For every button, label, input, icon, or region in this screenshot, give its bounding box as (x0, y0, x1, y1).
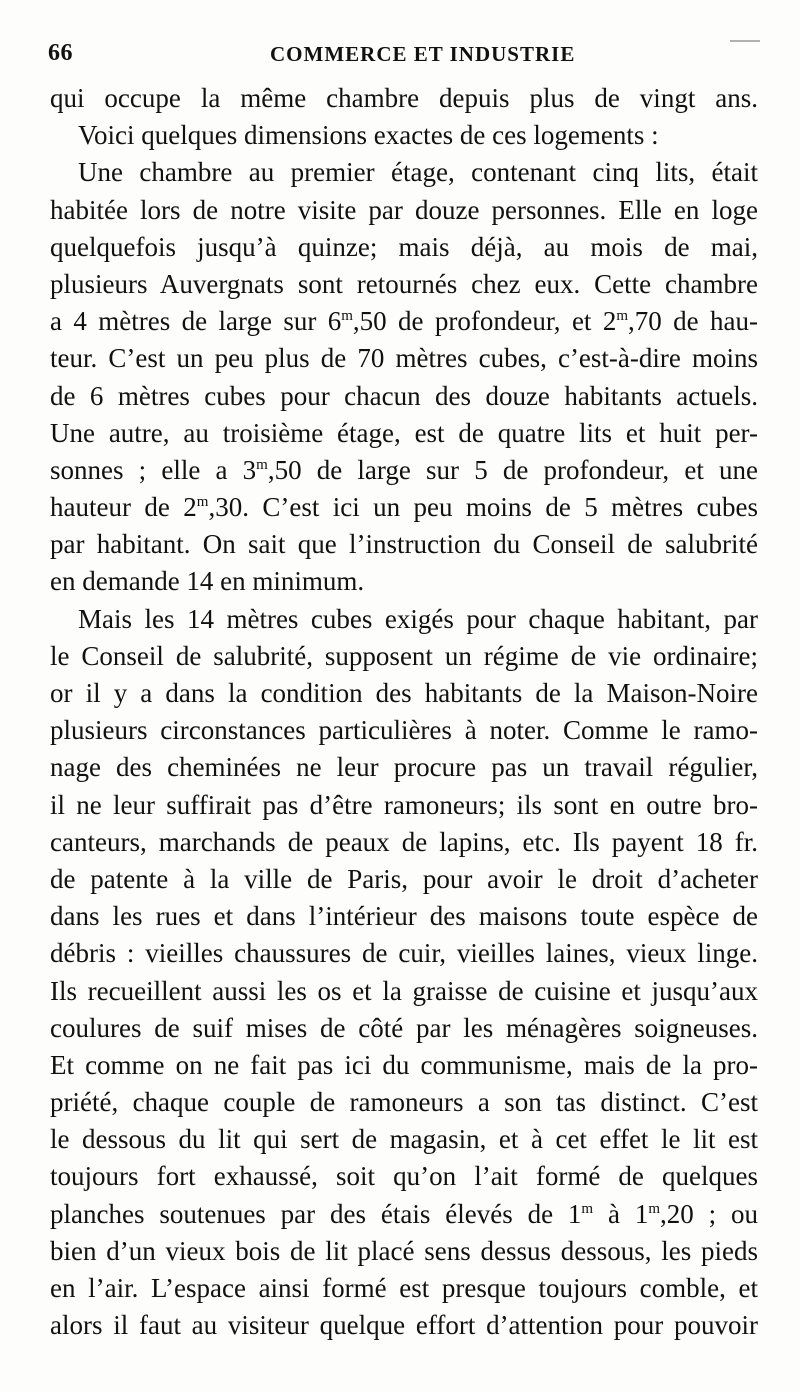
text-line: sonnes ; elle a 3$^m$,50 de large sur 5 de profondeur, et une (50, 454, 758, 485)
page-header (48, 40, 760, 70)
text-line: de 6 mètres cubes pour chacun des douze habitants actuels. (50, 380, 758, 411)
text-line: bien d’un vieux bois de lit placé sens dessus dessous, les pieds (50, 1235, 758, 1266)
text-line: Ils recueillent aussi les os et la graisse de cuisine et jusqu’aux (50, 975, 758, 1006)
text-line: en l’air. L’espace ainsi formé est presque toujours comble, et (50, 1273, 758, 1303)
text-line: dans les rues et dans l’intérieur des maisons toute espèce de (50, 901, 758, 932)
text-line: Une autre, au troisième étage, est de quatre lits et huit per- (50, 417, 758, 448)
text-line: le dessous du lit qui sert de magasin, et à cet effet le lit est (50, 1124, 758, 1155)
text-line: qui occupe la même chambre depuis plus de vingt ans. (50, 83, 758, 113)
text-line: Une chambre au premier étage, contenant cinq lits, était (78, 157, 758, 188)
text-line: canteurs, marchands de peaux de lapins, etc. Ils payent 18 fr. (50, 826, 758, 857)
text-line: a 4 mètres de large sur 6$^m$,50 de profondeur, et 2$^m$,70 de hau- (50, 306, 758, 337)
text-line: planches soutenues par des étais élevés de 1$^m$ à 1$^m$,20 ; ou (50, 1198, 758, 1229)
text-line: habitée lors de notre visite par douze personnes. Elle en loge (50, 194, 758, 225)
text-line: priété, chaque couple de ramoneurs a son tas distinct. C’est (50, 1087, 758, 1118)
text-line: toujours fort exhaussé, soit qu’on l’ait formé de quelques (50, 1161, 758, 1192)
text-line: en demande 14 en minimum. (50, 566, 365, 597)
text-line: quelquefois jusqu’à quinze; mais déjà, au mois de mai, (50, 231, 758, 262)
text-line: Voici quelques dimensions exactes de ces logements : (78, 120, 659, 151)
ink-mark (730, 40, 760, 48)
text-line: le Conseil de salubrité, supposent un régime de vie ordinaire; (50, 640, 758, 671)
text-line: par habitant. On sait que l’instruction du Conseil de salubrité (50, 529, 758, 560)
text-line: Mais les 14 mètres cubes exigés pour chaque habitant, par (78, 603, 758, 634)
text-line: plusieurs Auvergnats sont retournés chez eux. Cette chambre (50, 268, 758, 299)
text-line: Et comme on ne fait pas ici du communisme, mais de la pro- (50, 1049, 758, 1080)
text-line: teur. C’est un peu plus de 70 mètres cubes, c’est-à-dire moins (50, 343, 758, 374)
text-line: hauteur de 2$^m$,30. C’est ici un peu moins de 5 mètres cubes (50, 492, 758, 523)
text-line: alors il faut au visiteur quelque effort d’attention pour pouvoir (50, 1310, 758, 1341)
text-line: or il y a dans la condition des habitants de la Maison-Noire (50, 678, 758, 708)
body-text (50, 80, 758, 1344)
text-line: débris : vieilles chaussures de cuir, vieilles laines, vieux linge. (50, 938, 758, 969)
text-line: nage des cheminées ne leur procure pas un travail régulier, (50, 752, 758, 783)
page-number: 66 (48, 40, 73, 66)
text-line: de patente à la ville de Paris, pour avoir le droit d’acheter (50, 863, 758, 894)
text-line: plusieurs circonstances particulières à noter. Comme le ramo- (50, 715, 758, 746)
text-line: il ne leur suffirait pas d’être ramoneurs; ils sont en outre bro- (50, 789, 758, 820)
running-title: COMMERCE ET INDUSTRIE (270, 42, 576, 66)
text-line: coulures de suif mises de côté par les ménagères soigneuses. (50, 1012, 758, 1043)
